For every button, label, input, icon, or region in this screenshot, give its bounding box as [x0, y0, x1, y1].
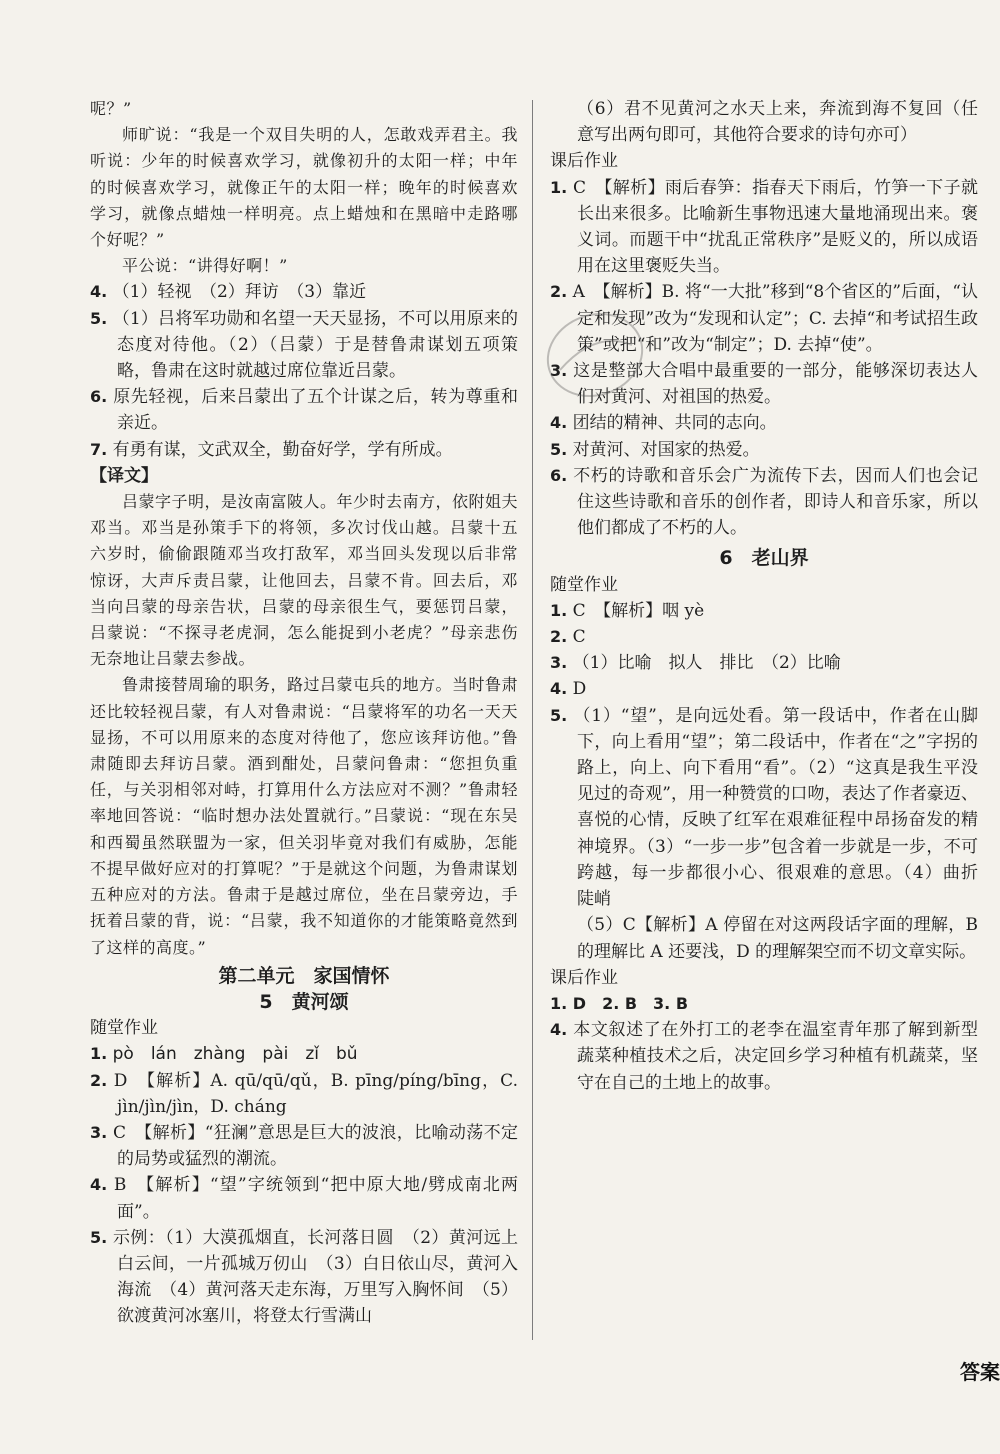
lesson-title: 6 老山界: [719, 547, 809, 570]
left-column: [90, 96, 518, 1330]
translation-paragraph: 平公说：“讲得好啊！”: [122, 256, 288, 276]
item-number: 5.: [90, 308, 108, 328]
answer-item: [550, 437, 978, 463]
answer-item: [550, 650, 978, 676]
answer-text: 不朽的诗歌和音乐会广为流传下去，因而人们也会记住这些诗歌和音乐的创作者，即诗人和音乐家，所以他们都成了不朽的人。: [573, 465, 978, 539]
answer-text: B 【解析】“望”字统领到“把中原大地/劈成南北两面”。: [113, 1175, 518, 1222]
answer-item: [550, 463, 978, 542]
answer-text: 这是整部大合唱中最重要的一部分，能够深切表达人们对黄河、对祖国的热爱。: [573, 361, 978, 408]
answer-item: [90, 306, 518, 385]
answer-text: （1）吕将军功勋和名望一天天显扬，不可以用原来的态度对待他。（2）（吕蒙）于是替鲁肃谋划五项策略，鲁肃在这时就越过席位靠近吕蒙。: [112, 308, 518, 382]
carryover-line: 呢？”: [90, 99, 132, 118]
answer-text: 示例：（1）大漠孤烟直，长河落日圆 （2）黄河远上白云间，一片孤城万仞山 （3）白日依山尽，黄河入海流 （4）黄河落天走东海，万里写入胸怀间 （5）欲渡黄河冰塞川，将登太行雪满山: [113, 1227, 518, 1327]
item-number: 1.: [90, 1044, 108, 1064]
watermark-stamp: [540, 300, 650, 410]
answer-item: [550, 175, 978, 280]
item-number: 4.: [90, 1175, 108, 1195]
answer-text: D 【解析】A. qū/qū/qǔ，B. pīng/píng/bīng，C. jìn/jìn/jìn，D. cháng: [113, 1070, 518, 1117]
item-number: 5.: [90, 1227, 108, 1247]
answer-item: [90, 437, 518, 463]
answer-item: [90, 1120, 518, 1172]
answer-item: [550, 598, 978, 624]
column-divider: [532, 100, 533, 1340]
item-number: 7.: [90, 439, 108, 459]
item-number: 3.: [90, 1122, 108, 1142]
answer-text: D: [572, 679, 587, 700]
answer-item: [90, 1225, 518, 1330]
answer-item: [550, 991, 978, 1017]
item-number: 4.: [90, 282, 108, 302]
answer-text: 本文叙述了在外打工的老李在温室青年那了解到新型蔬菜种植技术之后，决定回乡学习种植有机蔬菜，坚守在自己的土地上的故事。: [573, 1020, 978, 1093]
item-number: 4.: [550, 413, 568, 433]
item-number: 4.: [550, 679, 568, 699]
answer-text: A 【解析】B. 将“一大批”移到“8个省区的”后面，“认定和发现”改为“发现和认定”；C. 去掉“和考试招生政策”或把“和”改为“制定”；D. 去掉“使”。: [572, 282, 978, 355]
answer-item: [90, 279, 518, 305]
item-number: 3.: [550, 361, 568, 381]
answer-text: 团结的精神、共同的志向。: [572, 413, 777, 434]
lesson-title: 5 黄河颂: [259, 990, 349, 1013]
section-label: 课后作业: [550, 151, 618, 172]
answer-text: C 【解析】咽 yè: [572, 600, 705, 621]
answer-text: 有勇有谋，文武双全，勤奋好学，学有所成。: [112, 439, 453, 460]
answer-item: [90, 1172, 518, 1224]
answer-text: C 【解析】“狂澜”意思是巨大的波浪，比喻动荡不定的局势或猛烈的潮流。: [113, 1122, 519, 1170]
answer-text: 对黄河、对国家的热爱。: [572, 439, 760, 460]
answer-item: [550, 703, 995, 913]
translation-heading: 【译文】: [90, 465, 158, 486]
answer-text: （1）比喻 拟人 排比 （2）比喻: [572, 653, 841, 674]
item-number: 6.: [550, 465, 568, 485]
section-label: 课后作业: [550, 967, 618, 988]
answer-item: [90, 1041, 518, 1067]
answer-continuation: （6）君不见黄河之水天上来，奔流到海不复回（任意写出两句即可，其他符合要求的诗句亦可）: [577, 99, 978, 146]
item-number: 1.: [550, 177, 568, 197]
translation-paragraph: 吕蒙字子明，是汝南富陂人。年少时去南方，依附姐夫邓当。邓当是孙策手下的将领，多次讨伐山越。吕蒙十五六岁时，偷偷跟随邓当攻打敌军，邓当回头发现以后非常惊讶，大声斥责吕蒙，让他回去，吕蒙不肯。回去后，邓当向吕蒙的母亲告状，吕蒙的母亲很生气，要惩罚吕蒙，吕蒙说：“不探寻老虎洞，怎么能捉到小老虎？”母亲悲伤无奈地让吕蒙去参战。: [90, 492, 519, 669]
answer-text: C: [572, 627, 586, 648]
item-number: 4.: [550, 1020, 568, 1040]
answer-item: [90, 1068, 518, 1120]
item-number: 6.: [90, 387, 108, 407]
right-column: [550, 96, 995, 1096]
footer-answer-tab: 答案: [960, 1360, 1000, 1384]
answer-text: （1）“望”，是向远处看。第一段话中，作者在山脚下，向上看用“望”；第二段话中，作者在“之”字拐的路上，向上、向下看用“看”。（2）“这真是我生平没见过的奇观”，用一种赞赏的口吻，表达了作者豪迈、喜悦的心情，反映了红军在艰难征程中昂扬奋发的精神境界。（3）“一步一步”包含着一步就是一步，不可跨越，每一步都很小心、很艰难的意思。（4）曲折 陡峭: [573, 705, 995, 910]
item-number: 2.: [550, 627, 568, 647]
translation-paragraph: 鲁肃接替周瑜的职务，路过吕蒙屯兵的地方。当时鲁肃还比较轻视吕蒙，有人对鲁肃说：“吕蒙将军的功名一天天显扬，不可以用原来的态度对待他了，您应该拜访他。”鲁肃随即去拜访吕蒙。酒到酣处，吕蒙问鲁肃：“您担负重任，与关羽相邻对峙，打算用什么方法应对不测？”鲁肃轻率地回答说：“临时想办法处置就行。”吕蒙说：“现在东吴和西蜀虽然联盟为一家，但关羽毕竟对我们有威胁，怎能不提早做好应对的打算呢？”于是就这个问题，为鲁肃谋划五种应对的方法。鲁肃于是越过席位，坐在吕蒙旁边，手抚着吕蒙的背，说：“吕蒙，我不知道你的才能策略竟然到了这样的高度。”: [90, 675, 519, 957]
answer-text: 原先轻视，后来吕蒙出了五个计谋之后，转为尊重和亲近。: [113, 387, 518, 434]
answer-continuation: （5）C【解析】A 停留在对这两段话字面的理解，B 的理解比 A 还要浅，D 的理解架空而不切文章实际。: [577, 915, 978, 962]
item-number: 2.: [90, 1070, 108, 1090]
translation-paragraph: 师旷说：“我是一个双目失明的人，怎敢戏弄君主。我听说：少年的时候喜欢学习，就像初升的太阳一样；中年的时候喜欢学习，就像正午的太阳一样；晚年的时候喜欢学习，就像点蜡烛一样明亮。点上蜡烛和在黑暗中走路哪个好呢？”: [90, 125, 518, 250]
answer-text: pò lán zhàng pài zǐ bǔ: [112, 1044, 358, 1065]
item-number: 5.: [550, 439, 568, 459]
answer-item: [550, 624, 978, 650]
answer-item: [550, 410, 978, 436]
answer-item: [550, 1017, 978, 1096]
answer-item: [550, 676, 978, 702]
item-number: 1.: [550, 600, 568, 620]
item-number: 5.: [550, 705, 568, 725]
answer-text: 1. D 2. B 3. B: [550, 993, 689, 1013]
unit-title: 第二单元 家国情怀: [218, 964, 390, 987]
section-label: 随堂作业: [550, 574, 618, 595]
item-number: 2.: [550, 282, 568, 302]
answer-text: C 【解析】雨后春笋：指春天下雨后，竹笋一下子就长出来很多。比喻新生事物迅速大量地涌现出来。褒义词。而题干中“扰乱正常秩序”是贬义的，所以成语用在这里褒贬失当。: [573, 177, 979, 277]
answer-item: [90, 384, 518, 436]
answer-text: （1）轻视 （2）拜访 （3）靠近: [112, 282, 367, 303]
section-label: 随堂作业: [90, 1018, 158, 1039]
item-number: 3.: [550, 653, 568, 673]
